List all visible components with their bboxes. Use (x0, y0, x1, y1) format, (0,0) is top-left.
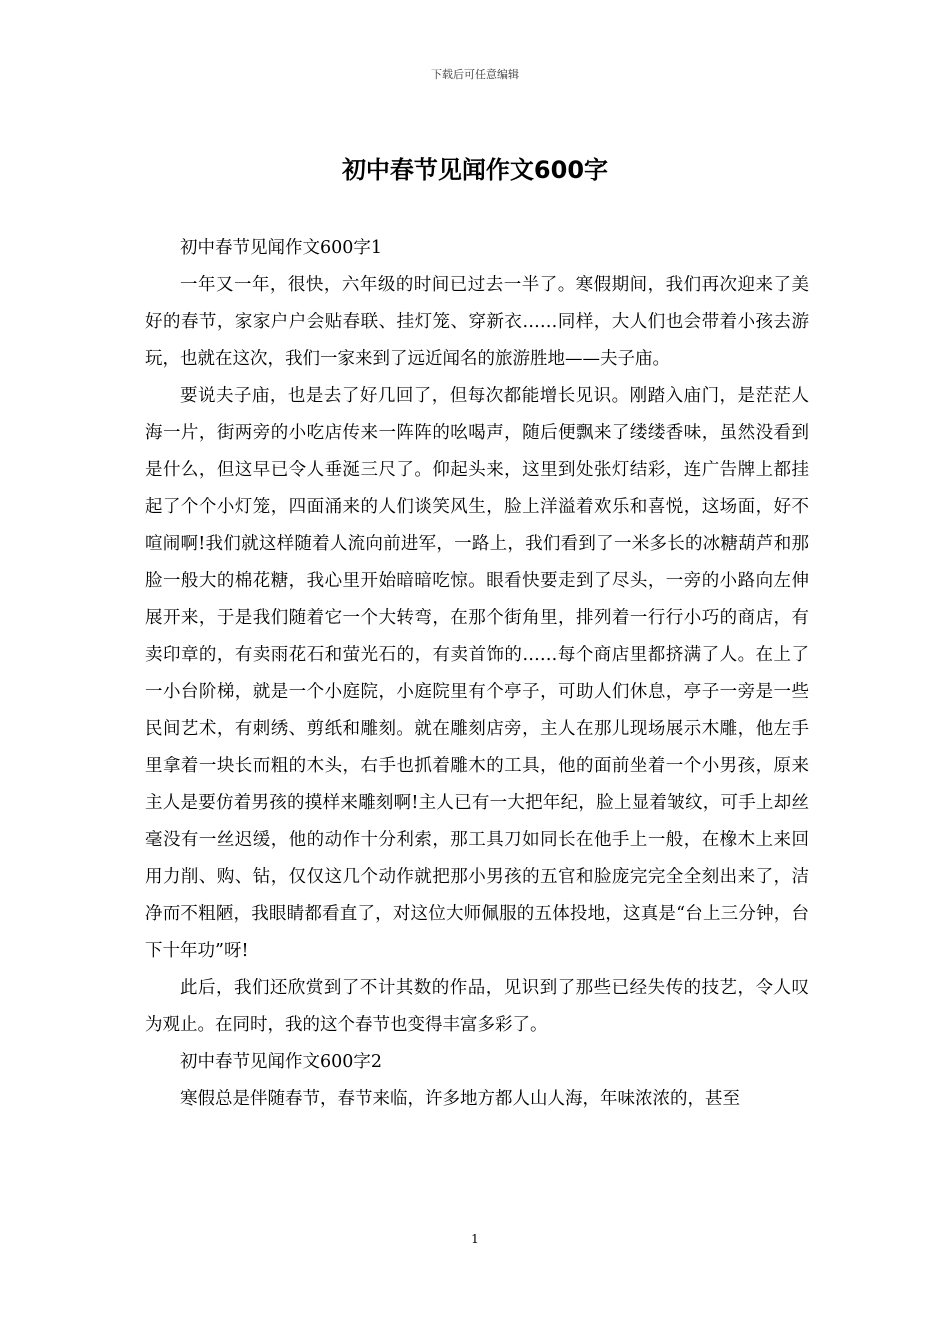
section-heading-1: 初中春节见闻作文600字1 (180, 238, 383, 258)
page-number: 1 (471, 1232, 479, 1246)
header-note: 下载后可任意编辑 (431, 68, 519, 81)
paragraph-3: 此后，我们还欣赏到了不计其数的作品，见识到了那些已经失传的技艺，令人叹为观止。在同时，我的这个春节也变得丰富多彩了。 (145, 978, 809, 1035)
page-title: 初中春节见闻作文600字 (341, 156, 609, 184)
document-body (145, 230, 809, 1118)
section-heading-2: 初中春节见闻作文600字2 (180, 1052, 383, 1072)
paragraph-2: 要说夫子庙，也是去了好几回了，但每次都能增长见识。刚踏入庙门，是茫茫人海一片，街两旁的小吃店传来一阵阵的吆喝声，随后便飘来了缕缕香味，虽然没看到是什么，但这早已令人垂涎三尺了。仰起头来，这里到处张灯结彩，连广告牌上都挂起了个个小灯笼，四面涌来的人们谈笑风生，脸上洋溢着欢乐和喜悦，这场面，好不喧闹啊!我们就这样随着人流向前进军，一路上，我们看到了一米多长的冰糖葫芦和那脸一般大的棉花糖，我心里开始暗暗吃惊。眼看快要走到了尽头，一旁的小路向左伸展开来，于是我们随着它一个大转弯，在那个街角里，排列着一行行小巧的商店，有卖印章的，有卖雨花石和萤光石的，有卖首饰的……每个商店里都挤满了人。在上了一小台阶梯，就是一个小庭院，小庭院里有个亭子，可助人们休息，亭子一旁是一些民间艺术，有刺绣、剪纸和雕刻。就在雕刻店旁，主人在那儿现场展示木雕，他左手里拿着一块长而粗的木头，右手也抓着雕木的工具，他的面前坐着一个小男孩，原来主人是要仿着男孩的摸样来雕刻啊!主人已有一大把年纪，脸上显着皱纹，可手上却丝毫没有一丝迟缓，他的动作十分利索，那工具刀如同长在他手上一般，在橡木上来回用力削、购、钻，仅仅这几个动作就把那小男孩的五官和脸庞完完全全刻出来了，洁净而不粗陋，我眼睛都看直了，对这位大师佩服的五体投地，这真是“台上三分钟，台下十年功”呀! (145, 386, 809, 961)
paragraph-4: 寒假总是伴随春节，春节来临，许多地方都人山人海，年味浓浓的，甚至 (180, 1089, 740, 1109)
paragraph-1: 一年又一年，很快，六年级的时间已过去一半了。寒假期间，我们再次迎来了美好的春节，家家户户会贴春联、挂灯笼、穿新衣……同样，大人们也会带着小孩去游玩，也就在这次，我们一家来到了远近闻名的旅游胜地——夫子庙。 (145, 275, 809, 369)
